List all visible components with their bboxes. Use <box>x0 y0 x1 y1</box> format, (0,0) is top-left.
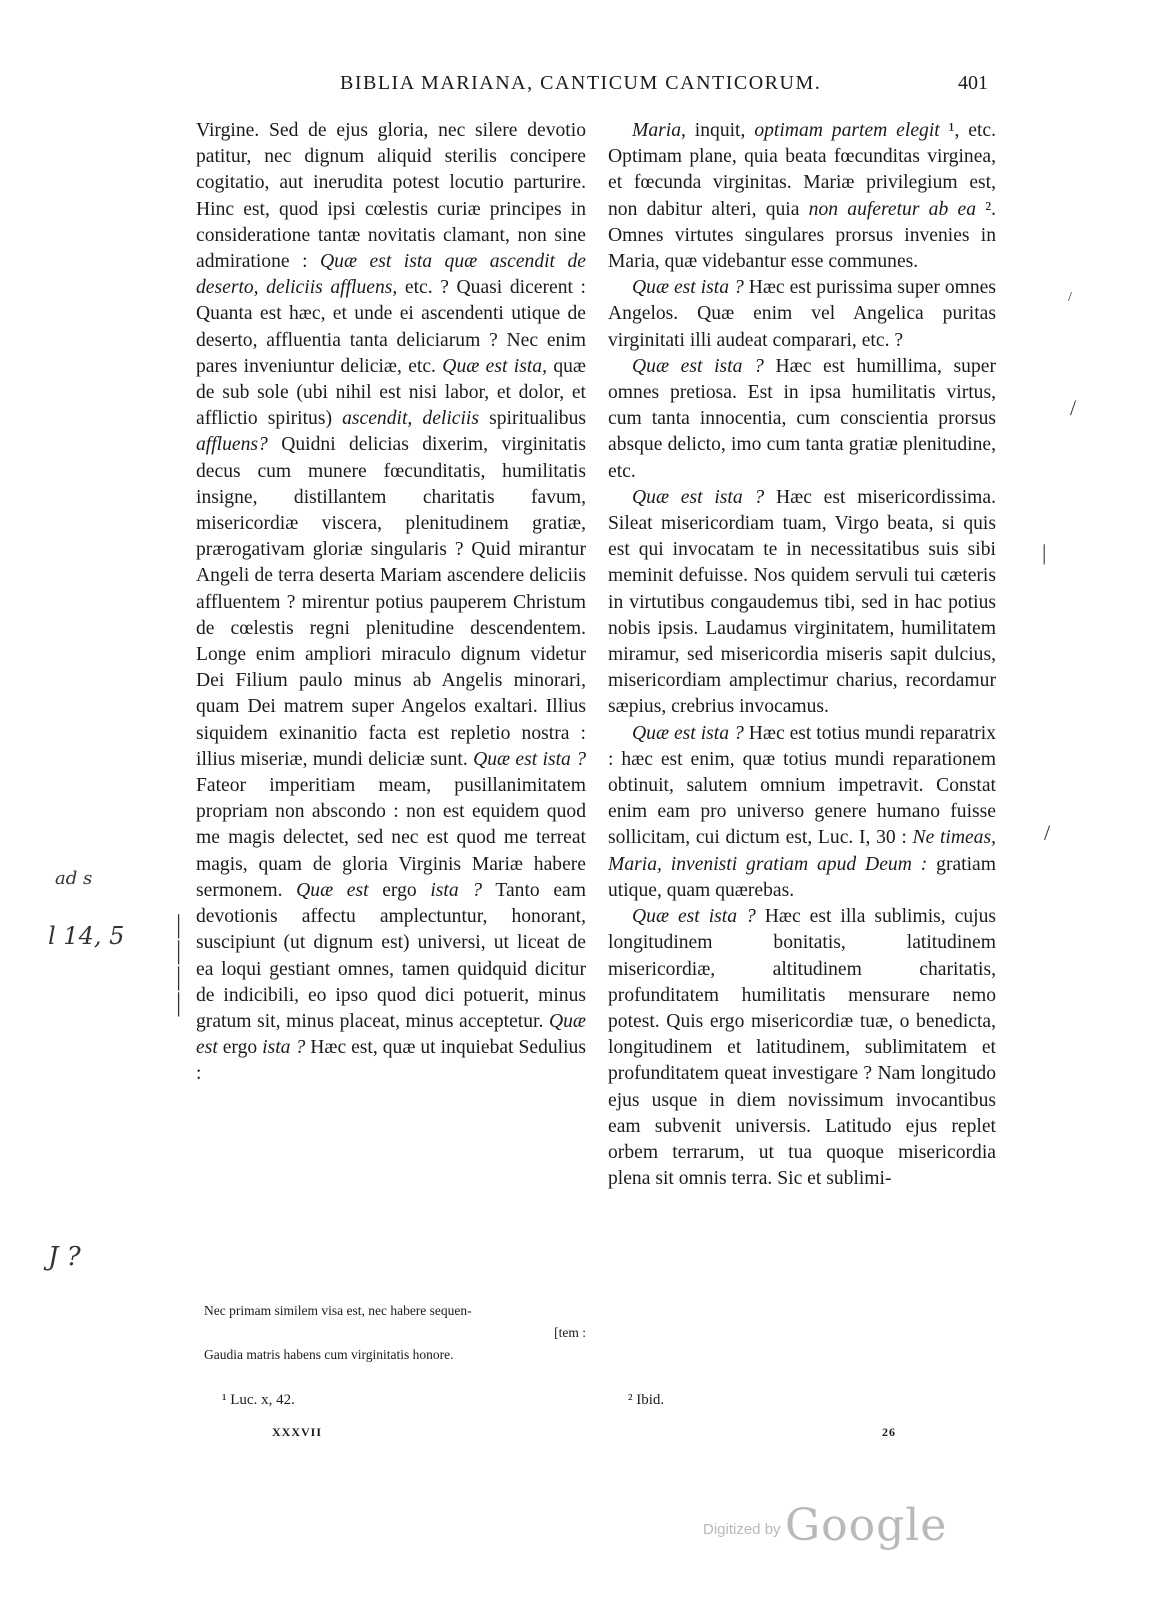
italic-text: ista ? <box>262 1037 306 1059</box>
paragraph <box>608 485 996 721</box>
italic-text: Quæ est ista ? <box>632 355 764 377</box>
footnote-left: ¹ Luc. x, 42. <box>222 1392 295 1408</box>
italic-text: Quæ est ista ? <box>632 486 765 508</box>
text-span: ergo <box>217 1037 263 1059</box>
page-number: 401 <box>958 72 988 94</box>
italic-text: Quæ est ista ? <box>632 906 756 928</box>
text-span: Hæc est humillima, super omnes pretiosa. Est in ipsa humilitatis virtus, cum tanta innocentia, cum conscientia prorsus absque delicto, imo cum tanta gratiæ plenitudine, etc. <box>608 355 996 482</box>
text-span: etc. ? Quasi dicerent : Quanta est hæc, et unde ei ascendenti utique de deserto, affluentia tanta deliciarum ? Nec enim pares inveniuntur deliciæ, etc. <box>196 277 586 377</box>
margin-tick-mark: / <box>1044 820 1051 845</box>
text-span: Tanto eam devotionis affectu amplectuntur, honorant, suscipiunt (ut dignum est) universi, ut liceat de ea loqui gestiant omnes, tamen quidquid dicitur de indicibili, eo ipso quod dici potuerit, minus gratum sit, minus placeat, minus acceptetur. <box>196 879 586 1032</box>
italic-text: Quæ est ista ? <box>473 748 586 770</box>
text-span: Hæc est misericordissima. Sileat misericordiam tuam, Virgo beata, si quis est qui invocatam te in necessitatibus suis sibi meminit defuisse. Nos quidem servuli tui cæteris in virtutibus congaudemus tibi, sed in hac potius nobis ipsis. Laudamus virginitatem, humilitatem miramur, sed misericordia miseris sapit dulcius, misericordiam amplectimur charius, recordamur sæpius, crebrius invocamus. <box>608 486 996 718</box>
italic-text: Ne timeas, Maria, invenisti gratiam apud Deum : <box>608 827 997 875</box>
text-span: Hæc est purissima super omnes Angelos. Quæ enim vel Angelica puritas virginitati illi audeat comparari, etc. ? <box>608 277 996 351</box>
paragraph <box>608 354 996 485</box>
running-header-title: BIBLIA MARIANA, CANTICUM CANTICORUM. <box>340 72 822 94</box>
italic-text: affluens? <box>196 434 268 456</box>
margin-tick-mark: / <box>1070 395 1077 420</box>
google-logo: Google <box>785 1500 948 1551</box>
text-span: gratiam utique, quam quærebas. <box>608 853 996 901</box>
italic-text: non auferetur ab ea <box>808 198 976 220</box>
italic-text: Quæ est ista, <box>442 355 547 377</box>
italic-text: Quæ est <box>196 1010 586 1059</box>
verse-line-1-continuation: [tem : <box>554 1325 586 1340</box>
digitized-prefix: Digitized by <box>703 1521 781 1538</box>
signature-mark-left: XXXVII <box>272 1425 323 1439</box>
text-span: quæ de sub sole (ubi nihil est nisi labor, et dolor, et afflictio spiritus) <box>196 355 586 430</box>
text-span: Quidni delicias dixerim, virginitatis decus cum munere fœcunditatis, humilitatis insigne, distillantem charitatis favum, misericordiæ viscera, plenitudinem gratiæ, prærogativam gloriæ singularis ? Quid mirantur Angeli de terra deserta Mariam ascendere deliciis affluentem ? mirentur potius pauperem Christum de cœlestis regni plenitudine descendentem. Longe enim ampliori miraculo dignum videtur Dei Filium paulo minus ab Angelis minorari, quam Dei matrem super Angelos exaltari. Illius siquidem exinanitio facta est repletio nostra : illius miseriæ, mundi deliciæ sunt. <box>196 434 586 770</box>
italic-text: Maria, <box>632 120 686 141</box>
text-span: spiritualibus <box>479 408 587 430</box>
italic-text: Quæ est ista quæ ascendit de deserto, deliciis affluens, <box>196 251 586 299</box>
text-span: ¹, etc. Optimam plane, quia beata fœcunditas virginea, et fœcunda virginitas. Mariæ privilegium est, non dabitur alteri, quia <box>608 120 997 220</box>
italic-text: optimam partem elegit <box>754 120 940 141</box>
handwritten-margin-note-3: J ? <box>48 1242 81 1272</box>
paragraph <box>608 275 996 354</box>
paragraph <box>196 118 586 1088</box>
digitized-by-google-watermark <box>703 1500 947 1551</box>
right-text-column <box>608 118 996 1192</box>
text-span: inquit, <box>685 120 755 141</box>
italic-text: Quæ est ista ? <box>632 722 744 744</box>
italic-text: ascendit, deliciis <box>342 408 480 430</box>
paragraph <box>608 721 996 904</box>
text-span: Virgine. Sed de ejus gloria, nec silere devotio patitur, nec dignum aliquid sterilis concipere cogitatio, aut inerudita potest locutio parturire. Hinc est, quod ipsi cœlestis curiæ principes in consideratione tantæ novitatis clamant, non sine admiratione : <box>196 120 586 273</box>
text-span: Hæc est illa sublimis, cujus longitudinem bonitatis, latitudinem misericordiæ, altitudinem charitatis, profunditatem humilitatis mensurare nemo potest. Quis ergo misericordiæ tuæ, o benedicta, longitudinem et latitudinem, sublimitatem et profunditatem queat investigare ? Nam longitudo ejus usque in diem novissimum invocantibus eam subvenit universis. Latitudo ejus replet orbem terrarum, ut tua quoque misericordia plena sit omnis terra. Sic et sublimi- <box>608 906 997 1190</box>
verse-line-2: Gaudia matris habens cum virginitatis honore. <box>204 1347 454 1362</box>
italic-text: ista ? <box>430 879 483 901</box>
footnote-right: ² Ibid. <box>628 1392 665 1408</box>
left-text-column <box>196 118 586 1088</box>
text-span: Fateor imperitiam meam, pusillanimitatem propriam non abscondo : non est equidem quod me magis delectet, sed nec est quod me terreat magis, quam de gloria Virginis Mariæ habere sermonem. <box>196 775 586 901</box>
italic-text: Quæ est ista ? <box>632 277 744 299</box>
text-span: ². Omnes virtutes singulares prorsus invenies in Maria, quæ videbantur esse communes. <box>608 198 996 273</box>
handwritten-margin-note-1: ad s <box>55 868 93 889</box>
paragraph <box>608 904 996 1192</box>
text-span: Hæc est totius mundi reparatrix : hæc est enim, quæ totius mundi reparationem obtinuit, salutem omnium impetravit. Constat enim eam pro universo genere humano fuisse sollicitam, cui dictum est, Luc. I, 30 : <box>608 722 996 849</box>
handwritten-margin-note-2: l 14, 5 <box>48 922 125 950</box>
text-span: ergo <box>368 879 431 901</box>
margin-bracket-mark: | | | | <box>176 910 182 1017</box>
italic-text: Quæ est <box>296 879 369 901</box>
margin-tick-mark: / <box>1068 290 1072 305</box>
verse-quotation <box>204 1300 590 1366</box>
margin-tick-mark: | <box>1042 540 1047 565</box>
verse-line-1: Nec primam similem visa est, nec habere sequen- <box>204 1303 472 1318</box>
signature-mark-right: 26 <box>882 1425 896 1439</box>
text-span: Hæc est, quæ ut inquiebat Sedulius : <box>196 1037 586 1085</box>
paragraph <box>608 118 996 275</box>
